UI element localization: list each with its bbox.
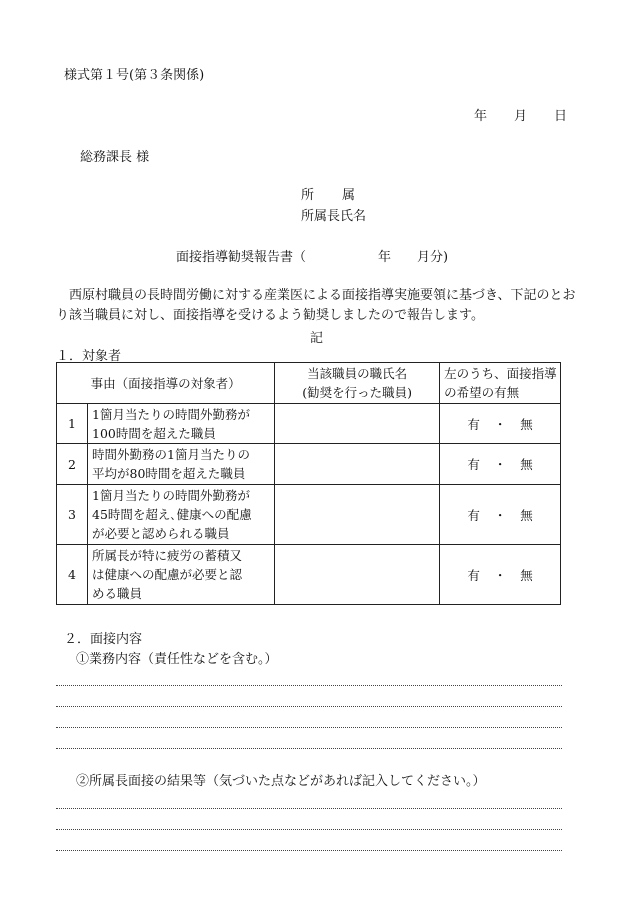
row-reason: 1箇月当たりの時間外勤務が 100時間を超えた職員 bbox=[88, 404, 275, 444]
affiliation-char-1: 所 bbox=[301, 188, 315, 203]
row-reason: 所属長が特に疲労の蓄積又 は健康への配慮が必要と認 める職員 bbox=[88, 545, 275, 605]
table-header-row bbox=[57, 363, 561, 404]
row-number: 3 bbox=[57, 485, 88, 545]
date-line bbox=[474, 105, 574, 124]
date-day-label: 日 bbox=[554, 109, 568, 124]
table-row bbox=[57, 444, 561, 485]
row-wish[interactable]: 有 ・ 無 bbox=[440, 485, 561, 545]
addressee: 総務課長 様 bbox=[80, 150, 150, 165]
report-title-year: 年 bbox=[378, 250, 392, 265]
writing-line[interactable] bbox=[56, 685, 562, 686]
writing-line[interactable] bbox=[56, 748, 562, 749]
date-year-label: 年 bbox=[474, 109, 488, 124]
header-wish bbox=[440, 363, 561, 404]
header-reason: 事由（面接指導の対象者） bbox=[57, 363, 275, 404]
section2-sub2: ②所属長面接の結果等（気づいた点などがあれば記入してください。） bbox=[76, 774, 486, 789]
row-number: 2 bbox=[57, 444, 88, 485]
affiliation-label bbox=[301, 184, 355, 203]
header-name bbox=[275, 363, 440, 404]
row-wish[interactable]: 有 ・ 無 bbox=[440, 404, 561, 444]
table-row bbox=[57, 485, 561, 545]
form-number: 様式第１号(第３条関係) bbox=[64, 68, 205, 83]
section2-sub1: ①業務内容（責任性などを含む。） bbox=[76, 652, 278, 667]
report-title-month: 月分) bbox=[417, 250, 449, 265]
row-name-cell[interactable] bbox=[275, 545, 440, 605]
row-reason: 時間外勤務の1箇月当たりの 平均が80時間を超えた職員 bbox=[88, 444, 275, 485]
row-wish[interactable]: 有 ・ 無 bbox=[440, 545, 561, 605]
ki-label: 記 bbox=[310, 331, 324, 346]
row-number: 1 bbox=[57, 404, 88, 444]
manager-name-label: 所属長氏名 bbox=[301, 209, 367, 224]
header-name-line1: 当該職員の職氏名 bbox=[307, 366, 408, 381]
report-title-main: 面接指導勧奨報告書（ bbox=[176, 250, 307, 265]
row-number: 4 bbox=[57, 545, 88, 605]
row-reason: 1箇月当たりの時間外勤務が 45時間を超え､健康への配慮 が必要と認められる職員 bbox=[88, 485, 275, 545]
section2-title: ２．面接内容 bbox=[64, 632, 143, 647]
header-wish-line1: 左のうち、面接指導 bbox=[444, 366, 557, 381]
affiliation-char-2: 属 bbox=[342, 188, 356, 203]
row-name-cell[interactable] bbox=[275, 404, 440, 444]
row-name-cell[interactable] bbox=[275, 485, 440, 545]
target-table bbox=[56, 362, 561, 605]
row-wish[interactable]: 有 ・ 無 bbox=[440, 444, 561, 485]
table-row bbox=[57, 404, 561, 444]
date-month-label: 月 bbox=[514, 109, 528, 124]
table-row bbox=[57, 545, 561, 605]
header-name-line2: (勧奨を行った職員) bbox=[302, 385, 413, 400]
writing-line[interactable] bbox=[56, 829, 562, 830]
row-name-cell[interactable] bbox=[275, 444, 440, 485]
intro-paragraph: 西原村職員の長時間労働に対する産業医による面接指導実施要領に基づき、下記のとおり該当職員に対し、面接指導を受けるよう勧奨しましたので報告します。 bbox=[56, 288, 576, 323]
header-wish-line2: の希望の有無 bbox=[444, 385, 520, 400]
writing-line[interactable] bbox=[56, 706, 562, 707]
writing-line[interactable] bbox=[56, 850, 562, 851]
writing-line[interactable] bbox=[56, 727, 562, 728]
report-title bbox=[176, 246, 448, 265]
writing-line[interactable] bbox=[56, 808, 562, 809]
section1-title: １．対象者 bbox=[56, 349, 122, 364]
